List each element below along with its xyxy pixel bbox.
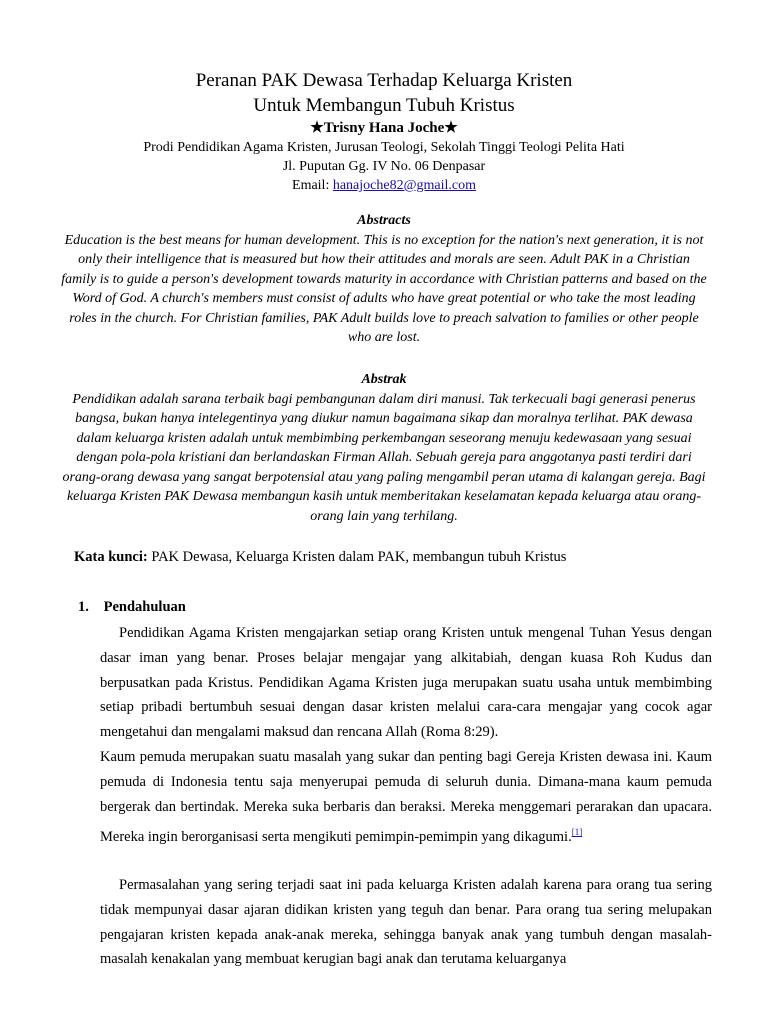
section-title: Pendahuluan [103,599,186,615]
author-address: Jl. Puputan Gg. IV No. 06 Denpasar [282,159,486,174]
abstract-english [60,211,708,348]
email-link[interactable]: hanajoche82@gmail.com [332,178,476,193]
paragraph-2-text: Kaum pemuda merupakan suatu masalah yang sukar dan penting bagi Gereja Kristen dewasa ini. Kaum pemuda di Indonesia tentu saja menyerupai pemuda di seluruh dunia. Dimana-mana kaum pemuda bergerak dan bertindak. Mereka suka berbaris dan beraksi. Mereka menggemari perarakan dan upacara. Mereka ingin berorganisasi serta mengikuti pemimpin-pemimpin yang dikagumi. [100,749,712,846]
paper-title-line-2: Untuk Membangun Tubuh Kristus [253,95,515,116]
paragraph-2 [100,745,712,850]
keywords-text: PAK Dewasa, Keluarga Kristen dalam PAK, membangun tubuh Kristus [147,549,567,565]
title-block [0,68,768,118]
keywords-line [74,549,714,566]
abstract-english-body: Education is the best means for human development. This is no exception for the nation's next generation, it is not only their intelligence that is measured but how their attitudes and morals are seen. Adult PAK in a Christian family is to guide a person's development towards maturity in accordance with Christian patterns and based on the Word of God. A church's members must consist of adults who have great potential or who take the most leading roles in the church. For Christian families, PAK Adult builds love to preach salvation to families or other people who are lost. [61,232,707,345]
section-heading [78,599,186,616]
footnote-link-1[interactable]: [1] [571,827,583,838]
abstract-indonesian [60,370,708,526]
keywords-label: Kata kunci: [74,549,148,565]
paragraph-1-text: Pendidikan Agama Kristen mengajarkan setiap orang Kristen untuk mengenal Tuhan Yesus dengan dasar iman yang benar. Proses belajar mengajar yang alkitabiah, dengan kuasa Roh Kudus dan berpusatkan pada Kristus. Pendidikan Agama Kristen juga merupakan suatu usaha untuk membimbing setiap pribadi bertumbuh sesuai dengan dasar kristen melalui cara-cara mengajar yang cocok agar mengetahui dan mengalami maksud dan rencana Allah (Roma 8:29). [100,625,712,741]
footnote-ref [572,824,583,838]
abstract-english-heading: Abstracts [357,213,411,228]
paragraph-3-text: Permasalahan yang sering terjadi saat ini pada keluarga Kristen adalah karena para orang tua sering tidak mempunyai dasar ajaran didikan kristen yang teguh dan benar. Para orang tua sering melupakan pengajaran kristen kepada anak-anak mereka, sehingga banyak anak yang tumbuh dengan masalah-masalah kenakalan yang membuat kerugian bagi anak dan terutama keluarganya [100,877,712,968]
abstract-indonesian-heading: Abstrak [361,372,407,387]
paper-title-line-1: Peranan PAK Dewasa Terhadap Keluarga Kristen [195,70,573,91]
abstract-indonesian-body: Pendidikan adalah sarana terbaik bagi pembangunan dalam diri manusi. Tak terkecuali bagi generasi penerus bangsa, bukan hanya intelegentinya yang diukur namun bagaimana sikap dan moralnya terlihat. PAK dewasa dalam keluarga kristen adalah untuk membimbing perkembangan seseorang menuju kedewasaan yang sesuai dengan pola-pola kristiani dan berlandaskan Firman Allah. Sebuah gereja para anggotanya pasti terdiri dari orang-orang dewasa yang sangat berpotensial atau yang paling mengambil peran utama di kalangan gereja. Bagi keluarga Kristen PAK Dewasa membangun kasih untuk memberitakan keselamatan kepada keluarga atau orang-orang lain yang terhilang. [62,391,706,524]
author-affiliation: Prodi Pendidikan Agama Kristen, Jurusan Teologi, Sekolah Tinggi Teologi Pelita Hati [143,140,625,155]
email-label: Email: [292,178,330,193]
author-email-line [0,176,768,195]
author-block [0,119,768,195]
paragraph-1 [100,621,712,745]
author-name: ★Trisny Hana Joche★ [310,120,458,136]
section-number: 1. [78,599,89,615]
paragraph-3 [100,873,712,972]
